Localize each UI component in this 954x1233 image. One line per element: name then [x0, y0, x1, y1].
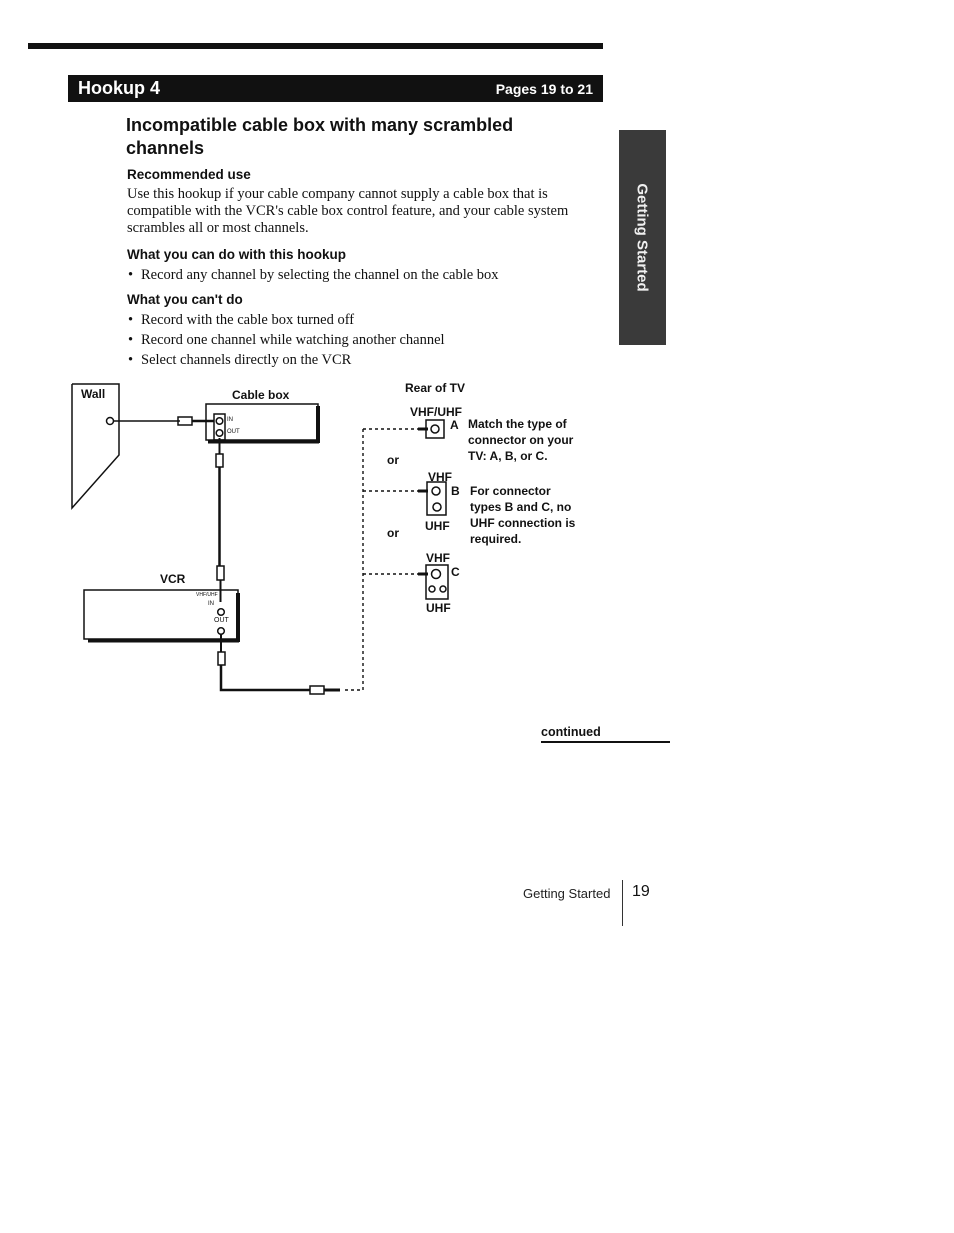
list-item: • Select channels directly on the VCR	[127, 352, 597, 369]
rear-of-tv-label: Rear of TV	[405, 381, 466, 395]
vhf-b-label: VHF	[428, 470, 452, 484]
cable-box-label: Cable box	[232, 388, 290, 402]
vcr-out-label: OUT	[214, 617, 229, 624]
vcr-out-connector-icon	[218, 628, 225, 635]
can-do-heading: What you can do with this hookup	[127, 247, 346, 262]
connector-in-icon	[216, 418, 223, 425]
vcr-in-label: IN	[208, 601, 214, 607]
type-b-label: B	[451, 484, 460, 498]
vhf-c-label: VHF	[426, 551, 450, 565]
vcr-vhf-uhf-label: VHF/UHF	[196, 592, 218, 598]
connector-out-icon	[216, 430, 223, 437]
or-label-2: or	[387, 526, 399, 540]
footer-divider	[622, 880, 623, 926]
list-item: • Record one channel while watching another channel	[127, 332, 597, 349]
uhf-c-label: UHF	[426, 601, 451, 615]
section-title: Incompatible cable box with many scrambled channels	[126, 115, 514, 158]
wall-shape	[72, 384, 119, 508]
footer-section: Getting Started	[523, 886, 611, 901]
tv-connector-a	[426, 420, 444, 438]
side-tab-label: Getting Started	[634, 183, 651, 292]
recommended-use-heading: Recommended use	[127, 167, 251, 182]
continued-rule	[541, 741, 670, 743]
or-label-1: or	[387, 453, 399, 467]
cant-do-heading: What you can't do	[127, 292, 243, 307]
page-number: 19	[632, 883, 650, 900]
note-bc: For connector types B and C, no UHF connection is required.	[470, 484, 576, 546]
vhf-uhf-label: VHF/UHF	[410, 405, 462, 419]
type-c-label: C	[451, 565, 460, 579]
list-item: • Record with the cable box turned off	[127, 312, 597, 329]
header-pages: Pages 19 to 21	[495, 80, 593, 97]
list-item: • Record any channel by selecting the channel on the cable box	[127, 267, 597, 284]
cable-box-in-label: IN	[227, 417, 233, 423]
cable-box-out-label: OUT	[227, 429, 240, 435]
continued-label: continued	[541, 725, 601, 739]
vcr-in-connector-icon	[218, 609, 225, 616]
recommended-use-text: Use this hookup if your cable company cannot supply a cable box that is compatible with the VCR's cable box control feature, and your cable system scrambles all or most channels.	[127, 186, 569, 236]
plug-icon	[178, 417, 192, 425]
uhf-b-label: UHF	[425, 519, 450, 533]
type-a-label: A	[450, 418, 459, 432]
wall-label: Wall	[81, 387, 106, 401]
vcr-label: VCR	[160, 572, 186, 586]
note-a: Match the type of connector on your TV: A, B, or C.	[468, 417, 574, 463]
header-title: Hookup 4	[78, 78, 161, 98]
wall-outlet-icon	[107, 418, 114, 425]
